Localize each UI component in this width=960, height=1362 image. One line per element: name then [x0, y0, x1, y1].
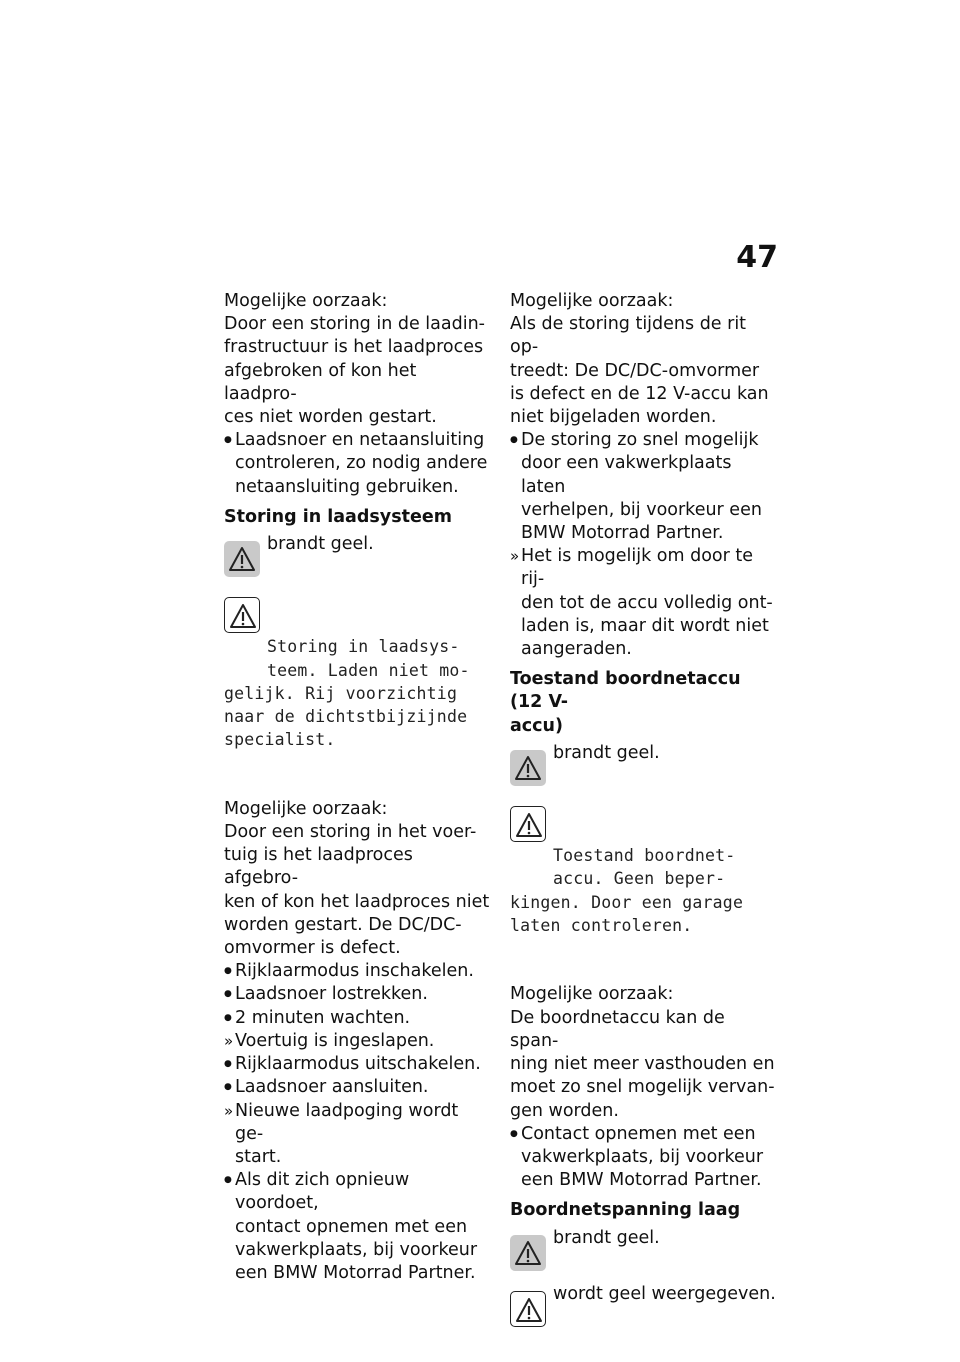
text-line: een BMW Motorrad Partner.: [521, 1170, 762, 1191]
list-item: [224, 1053, 492, 1076]
left-column: [224, 290, 492, 1285]
display-message-row: [224, 589, 492, 798]
list-item: [224, 1169, 492, 1285]
result-item: [224, 1100, 492, 1170]
warning-triangle-outline-icon: [510, 806, 546, 842]
steps-list: [224, 960, 492, 1285]
cause-label: Mogelijke oorzaak:: [224, 798, 388, 819]
warning-lamp-row: [510, 1227, 778, 1273]
bullet-icon: [224, 960, 235, 985]
display-message-row: [510, 798, 778, 984]
text-line: Als dit zich opnieuw voordoet,: [235, 1170, 410, 1214]
text-line: De storing zo snel mogelijk: [521, 430, 759, 451]
text-line: 2 minuten wachten.: [235, 1007, 411, 1028]
result-arrow-icon: [224, 1100, 235, 1124]
display-message-row: [510, 1283, 778, 1329]
right-column: [510, 290, 778, 1329]
lamp-status: brandt geel.: [553, 742, 660, 763]
cause-description: [510, 1007, 778, 1123]
cause-label: Mogelijke oorzaak:: [510, 984, 674, 1005]
page-number: 47: [736, 240, 778, 275]
text-line: treedt: De DC/DC-omvormer: [510, 360, 760, 381]
warning-lamp-row: [510, 742, 778, 788]
steps-list: [510, 1123, 778, 1193]
display-message: [224, 589, 492, 798]
text-line: Toestand boordnetaccu (12 V-: [510, 669, 741, 713]
text-line: Het is mogelijk om door te rij-: [521, 546, 754, 590]
text-line: aangeraden.: [521, 639, 632, 660]
warning-triangle-outline-icon: [510, 1291, 546, 1327]
text-line: omvormer is defect.: [224, 938, 401, 959]
cause-description: [224, 821, 492, 960]
result-item: [224, 1030, 492, 1053]
result-arrow-icon: [510, 545, 521, 569]
steps-list: [510, 429, 778, 661]
text-line: gelijk. Rij voorzichtig: [224, 683, 458, 703]
display-status: wordt geel weergegeven.: [553, 1283, 776, 1304]
warning-triangle-icon: [510, 750, 546, 786]
section-heading: [510, 668, 778, 738]
text-line: frastructuur is het laadproces: [224, 337, 484, 358]
bullet-icon: [224, 1169, 235, 1194]
text-line: Toestand boordnet-: [553, 846, 736, 866]
text-line: Rijklaarmodus inschakelen.: [235, 961, 474, 982]
text-line: Als de storing tijdens de rit op-: [510, 314, 747, 358]
text-line: Nieuwe laadpoging wordt ge-: [235, 1100, 459, 1144]
list-item: [224, 983, 492, 1006]
text-line: BMW Motorrad Partner.: [521, 523, 724, 544]
result-item: [510, 545, 778, 661]
text-line: verhelpen, bij voorkeur een: [521, 499, 762, 520]
section-heading: Boordnetspanning laag: [510, 1200, 741, 1221]
text-line: vakwerkplaats, bij voorkeur: [235, 1239, 478, 1260]
text-line: afgebroken of kon het laadpro-: [224, 360, 417, 404]
text-line: ces niet worden gestart.: [224, 407, 437, 428]
bullet-icon: [224, 983, 235, 1008]
list-item: [224, 429, 492, 499]
text-line: specialist.: [224, 730, 336, 750]
text-line: Voertuig is ingeslapen.: [235, 1030, 435, 1051]
display-message: [510, 798, 778, 984]
bullet-icon: [224, 1076, 235, 1101]
bullet-icon: [224, 1007, 235, 1032]
text-line: netaansluiting gebruiken.: [235, 476, 459, 497]
text-line: Door een storing in het voer-: [224, 822, 477, 843]
text-line: accu): [510, 715, 564, 736]
cause-label: Mogelijke oorzaak:: [224, 291, 388, 311]
text-line: De boordnetaccu kan de span-: [510, 1007, 725, 1051]
text-line: controleren, zo nodig andere: [235, 453, 488, 474]
text-line: gen worden.: [510, 1100, 619, 1121]
list-item: [510, 1123, 778, 1193]
warning-triangle-outline-icon: [224, 597, 260, 633]
text-line: Laadsnoer aansluiten.: [235, 1077, 429, 1098]
text-line: vakwerkplaats, bij voorkeur: [521, 1146, 764, 1167]
list-item: [224, 960, 492, 983]
text-line: moet zo snel mogelijk vervan-: [510, 1077, 775, 1098]
text-line: accu. Geen beper-: [553, 869, 726, 889]
text-line: teem. Laden niet mo-: [267, 660, 470, 680]
list-item: [510, 429, 778, 545]
text-line: worden gestart. De DC/DC-: [224, 914, 462, 935]
text-line: ning niet meer vasthouden en: [510, 1054, 775, 1075]
text-line: Storing in laadsys-: [267, 637, 460, 657]
text-line: kingen. Door een garage: [510, 892, 744, 912]
text-line: Laadsnoer en netaansluiting: [235, 430, 485, 451]
bullet-icon: [224, 429, 235, 454]
text-line: laden is, maar dit wordt niet: [521, 615, 769, 636]
warning-lamp-row: [224, 533, 492, 579]
text-line: Rijklaarmodus uitschakelen.: [235, 1054, 481, 1075]
text-line: is defect en de 12 V-accu kan: [510, 383, 769, 404]
text-line: tuig is het laadproces afgebro-: [224, 845, 413, 889]
warning-triangle-icon: [510, 1235, 546, 1271]
list-item: [224, 1007, 492, 1030]
text-line: Laadsnoer lostrekken.: [235, 984, 428, 1005]
list-item: [224, 1076, 492, 1099]
bullet-icon: [224, 1053, 235, 1078]
text-line: niet bijgeladen worden.: [510, 407, 717, 428]
bullet-icon: [510, 429, 521, 454]
text-line: Door een storing in de laadin-: [224, 314, 485, 335]
warning-triangle-icon: [224, 541, 260, 577]
text-line: start.: [235, 1146, 282, 1167]
cause-label: Mogelijke oorzaak:: [510, 291, 674, 311]
text-line: ken of kon het laadproces niet: [224, 891, 490, 912]
cause-description: [224, 313, 492, 429]
text-line: laten controleren.: [510, 915, 693, 935]
bullet-icon: [510, 1123, 521, 1148]
text-line: door een vakwerkplaats laten: [521, 453, 732, 497]
result-arrow-icon: [224, 1030, 235, 1054]
text-line: Contact opnemen met een: [521, 1123, 756, 1144]
lamp-status: brandt geel.: [553, 1227, 660, 1248]
cause-description: [510, 313, 778, 429]
text-line: naar de dichtstbijzijnde: [224, 707, 468, 727]
section-heading: Storing in laadsysteem: [224, 506, 452, 527]
text-line: een BMW Motorrad Partner.: [235, 1262, 476, 1283]
text-line: contact opnemen met een: [235, 1216, 468, 1237]
lamp-status: brandt geel.: [267, 534, 374, 555]
text-line: den tot de accu volledig ont-: [521, 592, 773, 613]
